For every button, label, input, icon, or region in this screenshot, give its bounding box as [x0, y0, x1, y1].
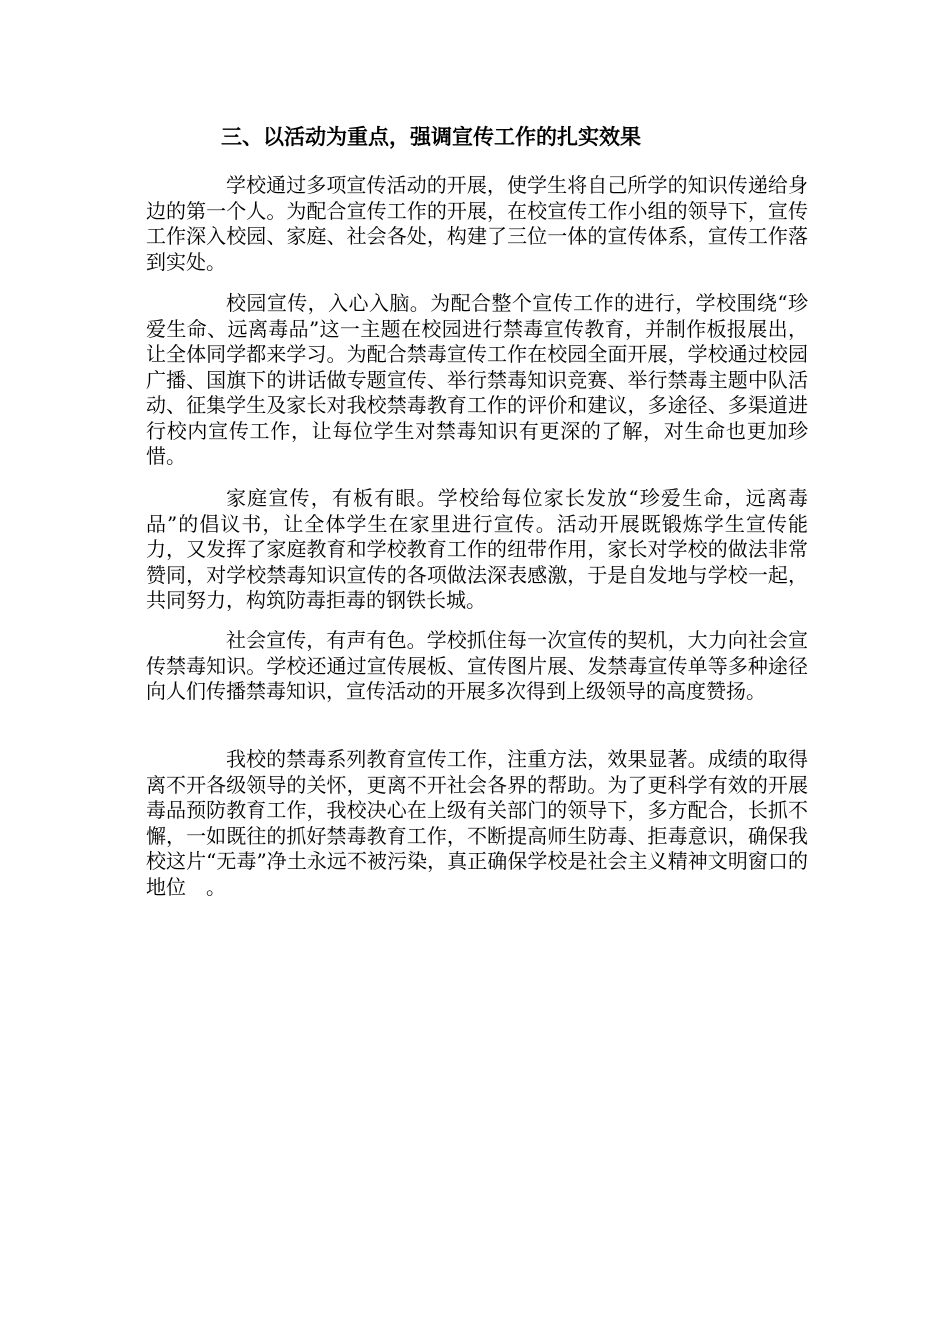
paragraph-campus: 校园宣传，入心入脑。为配合整个宣传工作的进行，学校围绕“珍爱生命、远离毒品”这一主题在校园进行禁毒宣传教育，并制作板报展出，让全体同学都来学习。为配合禁毒宣传工作在校园全面开展，学校通过校园广播、国旗下的讲话做专题宣传、举行禁毒知识竞赛、举行禁毒主题中队活动、征集学生及家长对我校禁毒教育工作的评价和建议，多途径、多渠道进行校内宣传工作，让每位学生对禁毒知识有更深的了解，对生命也更加珍惜。	[146, 291, 808, 468]
paragraph-society: 社会宣传，有声有色。学校抓住每一次宣传的契机，大力向社会宣传禁毒知识。学校还通过宣传展板、宣传图片展、发禁毒宣传单等多种途径向人们传播禁毒知识，宣传活动的开展多次得到上级领导的高度赞扬。	[146, 628, 808, 703]
section-heading: 三、以活动为重点，强调宣传工作的扎实效果	[221, 124, 641, 149]
paragraph-conclusion: 我校的禁毒系列教育宣传工作，注重方法，效果显著。成绩的取得离不开各级领导的关怀，更离不开社会各界的帮助。为了更科学有效的开展毒品预防教育工作，我校决心在上级有关部门的领导下，多方配合，长抓不懈，一如既往的抓好禁毒教育工作，不断提高师生防毒、拒毒意识，确保我校这片“无毒”净土永远不被污染，真正确保学校是社会主义精神文明窗口的地位 。	[146, 747, 808, 899]
paragraph-system: 学校通过多项宣传活动的开展，使学生将自己所学的知识传递给身边的第一个人。为配合宣传工作的开展，在校宣传工作小组的领导下，宣传工作深入校园、家庭、社会各处，构建了三位一体的宣传体系，宣传工作落到实处。	[146, 173, 808, 274]
paragraph-family: 家庭宣传，有板有眼。学校给每位家长发放“珍爱生命，远离毒品”的倡议书，让全体学生在家里进行宣传。活动开展既锻炼学生宣传能力，又发挥了家庭教育和学校教育工作的纽带作用，家长对学校的做法非常赞同，对学校禁毒知识宣传的各项做法深表感激，于是自发地与学校一起，共同努力，构筑防毒拒毒的钢铁长城。	[146, 486, 808, 612]
